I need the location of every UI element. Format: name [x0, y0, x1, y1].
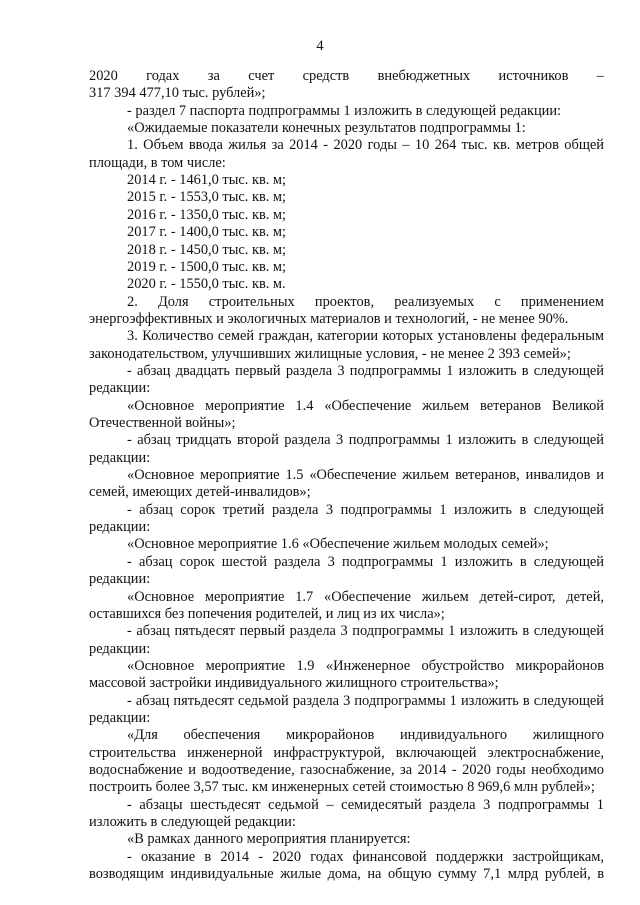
- text-line: «Основное мероприятие 1.7 «Обеспечение жильем детей-сирот, детей,: [127, 588, 604, 605]
- text-line: «Основное мероприятие 1.6 «Обеспечение жильем молодых семей»;: [127, 536, 549, 553]
- text-line: редакции:: [89, 519, 151, 536]
- text-line: 2018 г. - 1450,0 тыс. кв. м;: [127, 241, 287, 258]
- text-line: «Основное мероприятие 1.4 «Обеспечение жильем ветеранов Великой: [127, 397, 604, 414]
- text-line: 2020 г. - 1550,0 тыс. кв. м.: [127, 276, 286, 293]
- text-line: 2016 г. - 1350,0 тыс. кв. м;: [127, 206, 287, 223]
- text-line: - абзац пятьдесят седьмой раздела 3 подпрограммы 1 изложить в следующей: [127, 692, 604, 709]
- text-line: редакции:: [89, 380, 151, 397]
- text-line: «Для обеспечения микрорайонов индивидуального жилищного: [127, 727, 604, 744]
- text-line: «Ожидаемые показатели конечных результатов подпрограммы 1:: [127, 120, 526, 137]
- text-line: - абзац двадцать первый раздела 3 подпрограммы 1 изложить в следующей: [127, 362, 604, 379]
- text-line: 1. Объем ввода жилья за 2014 - 2020 годы – 10 264 тыс. кв. метров общей: [127, 137, 604, 154]
- text-line: 2. Доля строительных проектов, реализуемых с применением: [127, 293, 604, 310]
- text-line: возводящим индивидуальные жилые дома, на общую сумму 7,1 млрд рублей, в: [89, 866, 604, 883]
- text-line: - абзац пятьдесят первый раздела 3 подпрограммы 1 изложить в следующей: [127, 623, 604, 640]
- text-line: оставшихся без попечения родителей, и лиц из их числа»;: [89, 605, 445, 622]
- text-line: редакции:: [89, 640, 151, 657]
- text-line: массовой застройки индивидуального жилищного строительства»;: [89, 675, 499, 692]
- text-line: семей, имеющих детей-инвалидов»;: [89, 484, 311, 501]
- text-line: редакции:: [89, 709, 151, 726]
- text-line: редакции:: [89, 449, 151, 466]
- text-line: 2019 г. - 1500,0 тыс. кв. м;: [127, 258, 287, 275]
- text-line: «Основное мероприятие 1.5 «Обеспечение жильем ветеранов, инвалидов и: [127, 467, 604, 484]
- text-line: законодательством, улучшивших жилищные условия, - не менее 2 393 семей»;: [89, 345, 571, 362]
- text-line: - абзац тридцать второй раздела 3 подпрограммы 1 изложить в следующей: [127, 432, 604, 449]
- text-line: строительства инженерной инфраструктурой, включающей электроснабжение,: [89, 744, 604, 761]
- text-line: Отечественной войны»;: [89, 415, 236, 431]
- page-number: 4: [316, 38, 324, 54]
- text-line: энергоэффективных и экологичных материалов и технологий, - не менее 90%.: [89, 310, 569, 327]
- text-line: 2015 г. - 1553,0 тыс. кв. м;: [127, 189, 287, 206]
- text-line: редакции:: [89, 571, 151, 588]
- text-line: изложить в следующей редакции:: [89, 814, 296, 831]
- text-line: 3. Количество семей граждан, категории которых установлены федеральным: [127, 328, 604, 345]
- text-line: - абзац сорок третий раздела 3 подпрограммы 1 изложить в следующей: [127, 501, 604, 518]
- text-line: водоснабжение и водоотведение, газоснабжение, за 2014 - 2020 годы необходимо: [89, 762, 604, 778]
- text-line: - раздел 7 паспорта подпрограммы 1 изложить в следующей редакции:: [127, 102, 562, 119]
- text-line: «В рамках данного мероприятия планируется:: [127, 831, 411, 848]
- text-line: - оказание в 2014 - 2020 годах финансовой поддержки застройщикам,: [127, 848, 604, 865]
- text-line: - абзацы шестьдесят седьмой – семидесятый раздела 3 подпрограммы 1: [127, 796, 604, 813]
- text-line: 2017 г. - 1400,0 тыс. кв. м;: [127, 224, 287, 241]
- text-line: 2014 г. - 1461,0 тыс. кв. м;: [127, 172, 287, 189]
- text-line: «Основное мероприятие 1.9 «Инженерное обустройство микрорайонов: [127, 657, 604, 674]
- text-line: 317 394 477,10 тыс. рублей»;: [89, 85, 266, 102]
- text-line: 2020 годах за счет средств внебюджетных источников –: [89, 68, 604, 84]
- text-line: площади, в том числе:: [89, 154, 226, 171]
- text-line: построить более 3,57 тыс. км инженерных сетей стоимостью 8 969,6 млн рублей»;: [89, 779, 595, 796]
- text-line: - абзац сорок шестой раздела 3 подпрограммы 1 изложить в следующей: [127, 553, 604, 570]
